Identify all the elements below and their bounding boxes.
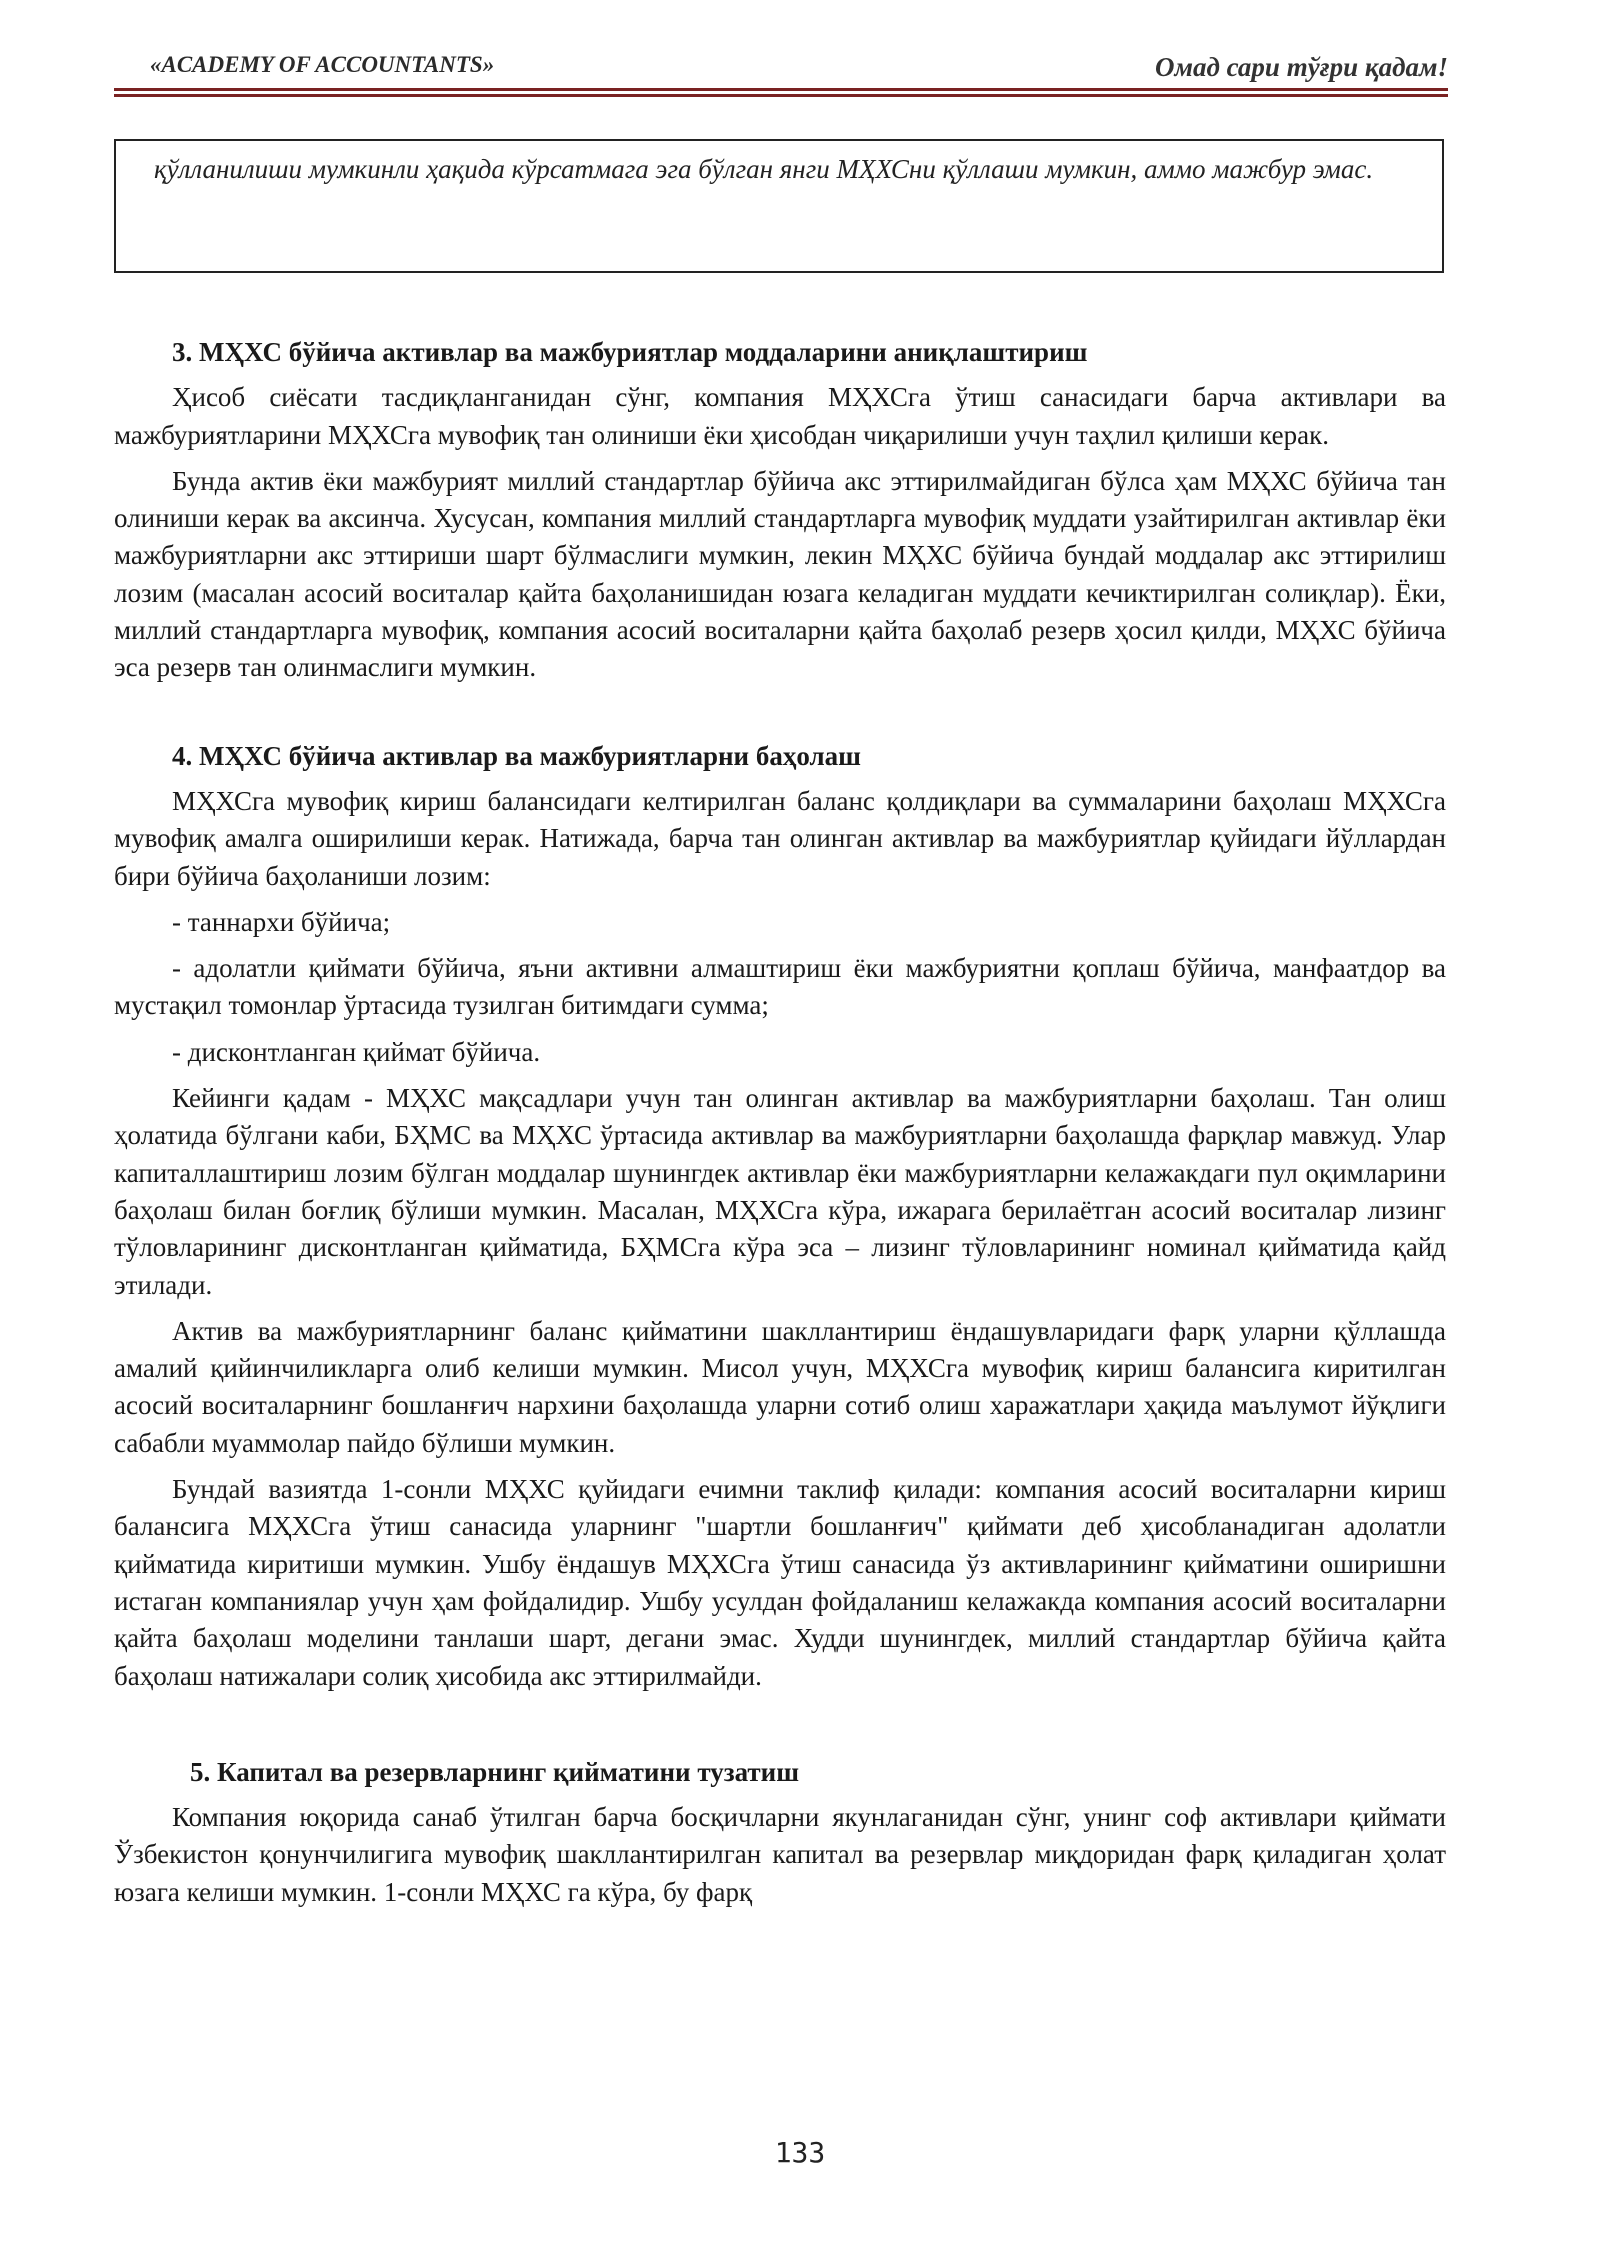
page-number: 133 — [774, 2136, 826, 2169]
section-4-paragraph: Актив ва мажбуриятларнинг баланс қийматини шакллантириш ёндашувларидаги фарқ уларни қўллашда амалий қийинчиликларга олиб келиши мумкин. Мисол учун, МҲХСга мувофиқ кириш балансига киритилган асосий воситаларнинг бошланғич нархини баҳолашда уларни сотиб олиш харажатлари ҳақида маълумот йўқлиги сабабли муаммолар пайдо бўлиши мумкин. — [114, 1315, 1446, 1458]
header-rule-top — [114, 88, 1448, 91]
list-item: - адолатли қиймати бўйича, яъни активни алмаштириш ёки мажбуриятни қоплаш бўйича, манфаатдор ва мустақил томонлар ўртасида тузилган битимдаги сумма; — [114, 953, 1446, 1021]
section-4-intro: МҲХСга мувофиқ кириш балансидаги келтирилган баланс қолдиқлари ва суммаларини баҳолаш МҲХСга мувофиқ амалга оширилиши керак. Натижада, барча тан олинган активлар ва мажбуриятлар қуйидаги йўллардан бири бўйича баҳоланиши лозим: — [114, 785, 1446, 891]
section-4-paragraph: Кейинги қадам - МҲХС мақсадлари учун тан олинган активлар ва мажбуриятларни баҳолаш. Тан олиш ҳолатида бўлгани каби, БҲМС ва МҲХС ўртасида активлар ва мажбуриятларни баҳолашда фарқлар мавжуд. Улар капиталлаштириш лозим бўлган моддалар шунингдек активлар ёки мажбуриятларни келажакдаги пул оқимларини баҳолаш билан боғлиқ бўлиши мумкин. Масалан, МҲХСга кўра, ижарага берилаётган асосий воситалар лизинг тўловларининг дисконтланган қийматида, БҲМСга кўра эса – лизинг тўловларининг номинал қийматида қайд этилади. — [114, 1083, 1446, 1300]
section-5-heading: 5. Капитал ва резервларнинг қийматини тузатиш — [190, 1756, 799, 1787]
list-item: - дисконтланган қиймат бўйича. — [172, 1036, 541, 1067]
note-text: қўлланилиши мумкинли ҳақида кўрсатмага эга бўлган янги МҲХСни қўллаши мумкин, аммо мажбур эмас. — [154, 154, 1374, 184]
section-3-paragraph: Ҳисоб сиёсати тасдиқланганидан сўнг, компания МҲХСга ўтиш санасидаги барча активлари ва мажбуриятларини МҲХСга мувофиқ тан олиниши ёки ҳисобдан чиқарилиши учун таҳлил қилиши керак. — [114, 382, 1446, 450]
running-header-left: «ACADEMY OF ACCOUNTANTS» — [150, 52, 495, 77]
section-3-paragraph: Бунда актив ёки мажбурият миллий стандартлар бўйича акс эттирилмайдиган бўлса ҳам МҲХС бўйича тан олиниши керак ва аксинча. Хусусан, компания миллий стандартларга мувофиқ муддати узайтирилган активлар ёки мажбуриятларни акс эттириши шарт бўлмаслиги мумкин, лекин МҲХС бўйича бундай моддалар акс эттирилиш лозим (масалан асосий воситалар қайта баҳоланишидан юзага келадиган муддати кечиктирилган солиқлар). Ёки, миллий стандартларга мувофиқ, компания асосий воситаларни қайта баҳолаб резерв ҳосил қилди, МҲХС бўйича эса резерв тан олинмаслиги мумкин. — [114, 465, 1446, 683]
section-4-heading: 4. МҲХС бўйича активлар ва мажбуриятларни баҳолаш — [172, 740, 861, 771]
section-3-heading: 3. МҲХС бўйича активлар ва мажбуриятлар моддаларини аниқлаштириш — [172, 337, 1088, 367]
main-content — [114, 334, 1446, 1920]
section-5-paragraph: Компания юқорида санаб ўтилган барча босқичларни якунлаганидан сўнг, унинг соф активлари қиймати Ўзбекистон қонунчилигига мувофиқ шакллантирилган капитал ва резервлар миқдоридан фарқ қиладиган ҳолат юзага келиши мумкин. 1-сонли МҲХС га кўра, бу фарқ — [114, 1802, 1446, 1907]
list-item: - таннархи бўйича; — [172, 906, 391, 937]
header-rule-bottom — [114, 94, 1448, 97]
note-box — [114, 139, 1444, 273]
running-header-right: Омад сари тўғри қадам! — [1155, 52, 1448, 82]
section-4-paragraph: Бундай вазиятда 1-сонли МҲХС қуйидаги ечимни таклиф қилади: компания асосий воситаларни кириш балансига МҲХСга ўтиш санасида уларнинг "шартли бошланғич" қиймати деб ҳисобланадиган адолатли қийматида киритиши мумкин. Ушбу ёндашув МҲХСга ўтиш санасида ўз активларининг қийматини оширишни истаган компаниялар учун ҳам фойдалидир. Ушбу усулдан фойдаланиш келажакда компания асосий воситаларни қайта баҳолаш моделини танлаши шарт, дегани эмас. Худди шунингдек, миллий стандартлар бўйича қайта баҳолаш натижалари солиқ ҳисобида акс эттирилмайди. — [114, 1474, 1446, 1691]
